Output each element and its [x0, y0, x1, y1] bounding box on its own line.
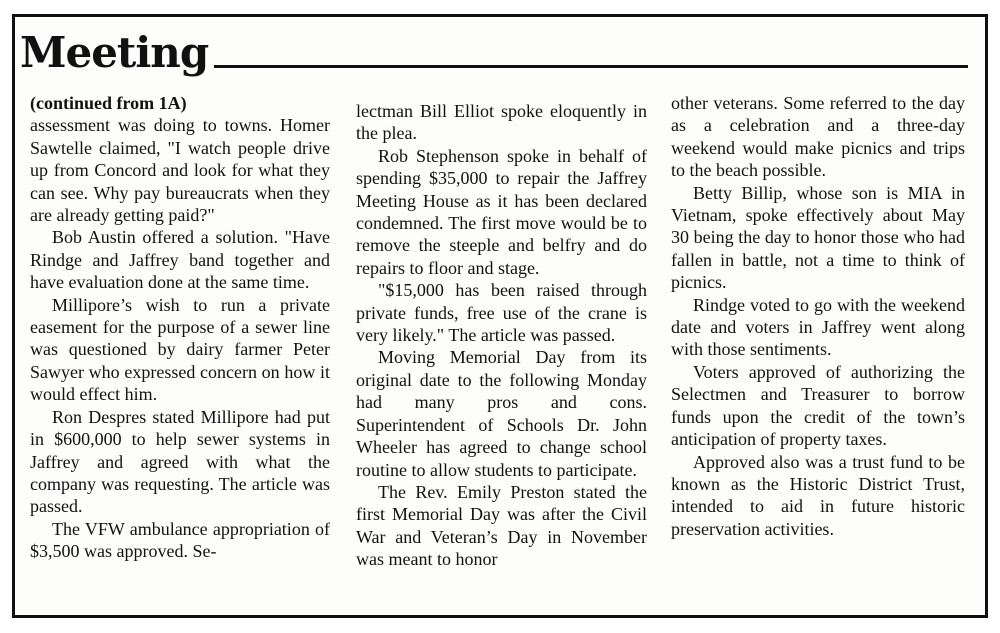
- column-1: [30, 92, 330, 563]
- paragraph: Millipore’s wish to run a private easement for the purpose of a sewer line was questioned by dairy farmer Peter Sawyer who expressed concern on how it would effect him.: [30, 294, 330, 405]
- paragraph: Rindge voted to go with the weekend date and voters in Jaffrey went along with those sentiments.: [671, 294, 965, 360]
- column-2: [356, 100, 647, 571]
- paragraph: Rob Stephenson spoke in behalf of spending $35,000 to repair the Jaffrey Meeting House as it has been declared condemned. The first move would be to remove the steeple and belfry and do repairs to floor and stage.: [356, 145, 647, 278]
- paragraph: Voters approved of authorizing the Selectmen and Treasurer to borrow funds upon the credit of the town’s anticipation of property taxes.: [671, 361, 965, 450]
- paragraph: "$15,000 has been raised through private funds, free use of the crane is very likely." The article was passed.: [356, 280, 647, 346]
- headline: Meeting: [20, 28, 209, 77]
- paragraph: Betty Billip, whose son is MIA in Vietnam, spoke effectively about May 30 being the day to honor those who had fallen in battle, not a time to think of picnics.: [671, 182, 965, 293]
- paragraph: other veterans. Some referred to the day as a celebration and a three-day weekend would make picnics and trips to the beach possible.: [671, 93, 965, 181]
- headline-rule: [214, 65, 968, 68]
- paragraph: Bob Austin offered a solution. "Have Rindge and Jaffrey band together and have evaluation done at the same time.: [30, 227, 330, 293]
- jump-line: (continued from 1A): [30, 93, 187, 113]
- paragraph: assessment was doing to towns. Homer Sawtelle claimed, "I watch people drive up from Concord and look for what they can see. Why pay bureaucrats when they are already getting paid?": [30, 115, 330, 226]
- paragraph: The VFW ambulance appropriation of $3,500 was approved. Se-: [30, 518, 330, 562]
- paragraph: Approved also was a trust fund to be known as the Historic District Trust, intended to aid in future historic preservation activities.: [671, 451, 965, 539]
- headline-bar: [20, 22, 968, 77]
- column-3: [671, 92, 965, 540]
- paragraph: lectman Bill Elliot spoke eloquently in the plea.: [356, 101, 647, 144]
- paragraph: Ron Despres stated Millipore had put in $600,000 to help sewer systems in Jaffrey and agreed with what the company was requesting. The article was passed.: [30, 406, 330, 517]
- paragraph: Moving Memorial Day from its original date to the following Monday had many pros and cons. Superintendent of Schools Dr. John Wheeler has agreed to change school routine to allow students to participate.: [356, 347, 647, 480]
- paragraph: The Rev. Emily Preston stated the first Memorial Day was after the Civil War and Veteran’s Day in November was meant to honor: [356, 481, 647, 570]
